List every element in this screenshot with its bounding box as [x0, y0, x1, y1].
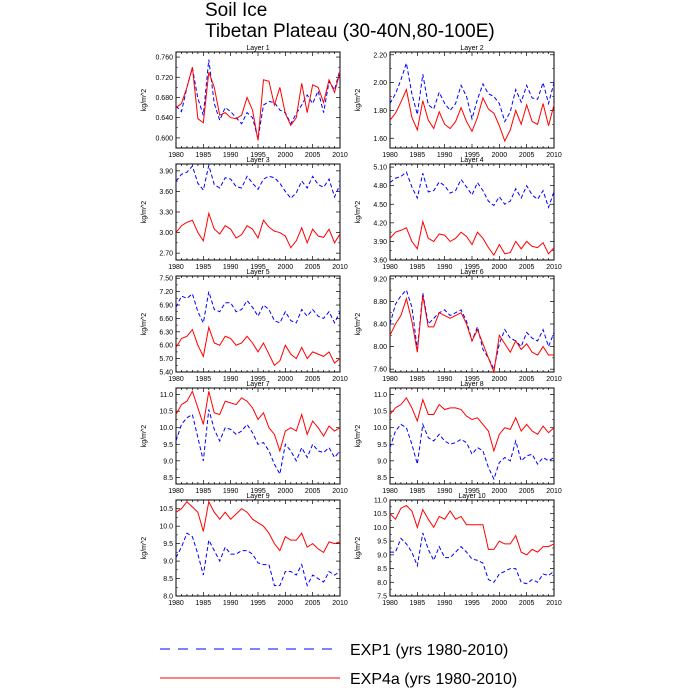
series-exp1-line [390, 290, 554, 369]
x-tick-label: 1995 [464, 488, 480, 495]
y-tick-label: 11.0 [159, 392, 173, 400]
y-tick-label: 3.90 [159, 168, 173, 176]
panel-title: Layer 9 [246, 493, 270, 500]
x-tick-label: 1995 [250, 152, 266, 159]
y-axis-label: kg/m^2 [355, 424, 362, 448]
x-tick-label: 1990 [436, 152, 453, 159]
x-tick-label: 1995 [464, 600, 480, 607]
y-tick-label: 3.30 [159, 209, 173, 217]
y-tick-label: 10.5 [373, 408, 387, 416]
panel-frame [176, 52, 340, 148]
x-tick-label: 1995 [250, 376, 266, 383]
x-tick-label: 2005 [518, 264, 535, 271]
panel-title: Layer 1 [246, 45, 270, 52]
x-tick-label: 2010 [546, 600, 562, 607]
x-tick-label: 2010 [546, 264, 562, 271]
panel-5 [141, 269, 348, 383]
x-tick-label: 2000 [491, 600, 508, 607]
y-tick-label: 2.70 [159, 250, 173, 258]
x-tick-label: 1995 [464, 376, 480, 383]
panel-1 [141, 45, 348, 159]
y-tick-label: 6.60 [159, 315, 173, 323]
x-tick-label: 1985 [195, 600, 212, 607]
y-tick-label: 10.5 [373, 511, 387, 519]
x-tick-label: 1995 [250, 600, 266, 607]
series-exp4a-line [176, 213, 340, 247]
series-exp4a-line [390, 505, 554, 554]
x-tick-label: 1990 [222, 152, 239, 159]
y-tick-label: 3.60 [159, 188, 173, 196]
x-tick-label: 2010 [332, 488, 348, 495]
x-tick-label: 1980 [382, 488, 398, 495]
y-tick-label: 9.0 [163, 558, 173, 566]
y-tick-label: 9.5 [163, 441, 173, 449]
y-tick-label: 9.0 [377, 458, 387, 466]
x-tick-label: 1990 [222, 488, 239, 495]
x-tick-label: 2000 [491, 488, 508, 495]
x-tick-label: 2000 [491, 152, 508, 159]
panel-9 [141, 493, 348, 607]
panel-10 [355, 493, 562, 607]
panel-3 [141, 157, 348, 271]
y-tick-label: 10.0 [373, 524, 387, 532]
panel-4 [355, 157, 562, 271]
panel-title: Layer 5 [246, 269, 270, 276]
x-tick-label: 2005 [304, 600, 321, 607]
y-tick-label: 0.600 [155, 135, 173, 143]
panel-title: Layer 4 [460, 157, 484, 164]
series-exp1-line [176, 60, 340, 139]
x-tick-label: 2010 [332, 152, 348, 159]
panel-frame [390, 276, 554, 372]
x-tick-label: 2005 [518, 152, 535, 159]
y-tick-label: 2.00 [373, 80, 387, 88]
y-tick-label: 0.680 [155, 94, 173, 102]
y-tick-label: 0.720 [155, 74, 173, 82]
y-tick-label: 3.60 [373, 257, 387, 265]
x-tick-label: 1985 [409, 600, 426, 607]
y-axis-label: kg/m^2 [141, 200, 148, 224]
legend-label-2: EXP4a (yrs 1980-2010) [350, 671, 518, 688]
x-tick-label: 1990 [436, 376, 453, 383]
x-tick-label: 1990 [222, 264, 239, 271]
y-axis-label: kg/m^2 [355, 312, 362, 336]
x-tick-label: 2010 [332, 264, 348, 271]
x-tick-label: 1990 [436, 600, 453, 607]
y-axis-label: kg/m^2 [141, 424, 148, 448]
x-tick-label: 1990 [436, 488, 453, 495]
series-exp1-line [390, 172, 554, 207]
series-exp1-line [176, 533, 340, 585]
panel-title: Layer 3 [246, 157, 270, 164]
y-tick-label: 4.80 [373, 183, 387, 191]
y-tick-label: 8.5 [377, 474, 387, 482]
y-tick-label: 8.5 [163, 576, 173, 584]
y-tick-label: 8.40 [373, 321, 387, 329]
x-tick-label: 1985 [195, 376, 212, 383]
x-tick-label: 1980 [168, 488, 184, 495]
y-axis-label: kg/m^2 [141, 312, 148, 336]
y-tick-label: 5.10 [373, 164, 387, 172]
y-axis-label: kg/m^2 [355, 88, 362, 112]
series-exp4a-line [390, 222, 554, 255]
panel-frame [390, 388, 554, 484]
figure-subtitle: Tibetan Plateau (30-40N,80-100E) [205, 21, 495, 42]
panel-2 [355, 45, 562, 159]
y-tick-label: 10.0 [159, 523, 173, 531]
y-tick-label: 7.60 [373, 366, 387, 374]
y-tick-label: 0.760 [155, 54, 173, 62]
series-exp4a-line [176, 327, 340, 365]
series-exp1-line [176, 292, 340, 323]
x-tick-label: 2000 [491, 376, 508, 383]
y-tick-label: 3.00 [159, 230, 173, 238]
x-tick-label: 2000 [277, 600, 294, 607]
legend [160, 642, 517, 688]
y-tick-label: 8.5 [163, 474, 173, 482]
panel-title: Layer 7 [246, 381, 270, 388]
x-tick-label: 2010 [332, 600, 348, 607]
x-tick-label: 1980 [382, 600, 398, 607]
y-tick-label: 10.5 [159, 408, 173, 416]
y-tick-label: 8.80 [373, 298, 387, 306]
y-tick-label: 9.20 [373, 276, 387, 284]
x-tick-label: 2010 [546, 488, 562, 495]
y-tick-label: 11.0 [373, 392, 387, 400]
x-tick-label: 1995 [464, 264, 480, 271]
x-tick-label: 2005 [304, 488, 321, 495]
y-tick-label: 9.0 [377, 552, 387, 560]
x-tick-label: 1990 [436, 264, 453, 271]
series-exp4a-line [390, 90, 554, 141]
panel-frame [176, 388, 340, 484]
panel-frame [390, 52, 554, 148]
x-tick-label: 2000 [491, 264, 508, 271]
series-exp1-line [176, 165, 340, 198]
y-tick-label: 6.90 [159, 302, 173, 310]
y-tick-label: 1.60 [373, 135, 387, 143]
y-tick-label: 11.0 [373, 497, 387, 505]
series-exp4a-line [176, 67, 340, 140]
x-tick-label: 1980 [168, 152, 184, 159]
y-tick-label: 4.50 [373, 201, 387, 209]
x-tick-label: 2000 [277, 376, 294, 383]
panel-frame [176, 164, 340, 260]
x-tick-label: 2000 [277, 488, 294, 495]
x-tick-label: 1995 [250, 264, 266, 271]
series-exp4a-line [390, 296, 554, 372]
panel-6 [355, 269, 562, 383]
x-tick-label: 2010 [332, 376, 348, 383]
y-tick-label: 0.640 [155, 115, 173, 123]
x-tick-label: 2010 [546, 376, 562, 383]
x-tick-label: 1990 [222, 376, 239, 383]
y-tick-label: 1.80 [373, 107, 387, 115]
panel-title: Layer 8 [460, 381, 484, 388]
x-tick-label: 2005 [304, 376, 321, 383]
x-tick-label: 1980 [168, 600, 184, 607]
x-tick-label: 1995 [464, 152, 480, 159]
x-tick-label: 2000 [277, 264, 294, 271]
y-tick-label: 7.5 [377, 593, 387, 601]
y-tick-label: 8.00 [373, 344, 387, 352]
figure-title: Soil Ice [205, 0, 268, 21]
x-tick-label: 2005 [518, 376, 535, 383]
series-exp1-line [390, 533, 554, 584]
x-tick-label: 1985 [195, 488, 212, 495]
x-tick-label: 1980 [168, 376, 184, 383]
x-tick-label: 1985 [195, 264, 212, 271]
panel-title: Layer 10 [458, 493, 486, 500]
y-axis-label: kg/m^2 [141, 88, 148, 112]
series-exp4a-line [176, 391, 340, 451]
y-tick-label: 3.90 [373, 238, 387, 246]
y-tick-label: 9.5 [163, 541, 173, 549]
panel-frame [176, 276, 340, 372]
x-tick-label: 1985 [409, 488, 426, 495]
y-tick-label: 9.0 [163, 458, 173, 466]
x-tick-label: 2005 [518, 600, 535, 607]
y-tick-label: 10.0 [159, 425, 173, 433]
panel-8 [355, 381, 562, 495]
y-tick-label: 8.0 [377, 579, 387, 587]
y-tick-label: 5.70 [159, 356, 173, 364]
x-tick-label: 1985 [195, 152, 212, 159]
panel-title: Layer 6 [460, 269, 484, 276]
x-tick-label: 2005 [518, 488, 535, 495]
x-tick-label: 1985 [409, 264, 426, 271]
y-tick-label: 6.00 [159, 342, 173, 350]
x-tick-label: 1985 [409, 376, 426, 383]
x-tick-label: 1980 [168, 264, 184, 271]
series-exp4a-line [176, 502, 340, 553]
y-tick-label: 4.20 [373, 220, 387, 228]
y-tick-label: 8.5 [377, 566, 387, 574]
x-tick-label: 2000 [277, 152, 294, 159]
y-tick-label: 10.0 [373, 425, 387, 433]
x-tick-label: 2005 [304, 152, 321, 159]
y-tick-label: 7.20 [159, 289, 173, 297]
x-tick-label: 1990 [222, 600, 239, 607]
y-tick-label: 6.30 [159, 329, 173, 337]
y-tick-label: 9.5 [377, 441, 387, 449]
x-tick-label: 1980 [382, 264, 398, 271]
panel-7 [141, 381, 348, 495]
x-tick-label: 1980 [382, 376, 398, 383]
x-tick-label: 1980 [382, 152, 398, 159]
y-tick-label: 8.0 [163, 593, 173, 601]
x-tick-label: 2010 [546, 152, 562, 159]
legend-label-1: EXP1 (yrs 1980-2010) [350, 642, 509, 659]
y-tick-label: 7.50 [159, 275, 173, 283]
y-axis-label: kg/m^2 [355, 200, 362, 224]
y-tick-label: 2.20 [373, 52, 387, 60]
x-tick-label: 1985 [409, 152, 426, 159]
y-axis-label: kg/m^2 [141, 536, 148, 560]
y-tick-label: 9.5 [377, 538, 387, 546]
panel-frame [176, 500, 340, 596]
series-exp4a-line [390, 398, 554, 451]
x-tick-label: 2005 [304, 264, 321, 271]
y-axis-label: kg/m^2 [355, 536, 362, 560]
series-exp1-line [390, 424, 554, 479]
y-tick-label: 5.40 [159, 369, 173, 377]
panel-title: Layer 2 [460, 45, 484, 52]
x-tick-label: 1995 [250, 488, 266, 495]
y-tick-label: 10.5 [159, 506, 173, 514]
